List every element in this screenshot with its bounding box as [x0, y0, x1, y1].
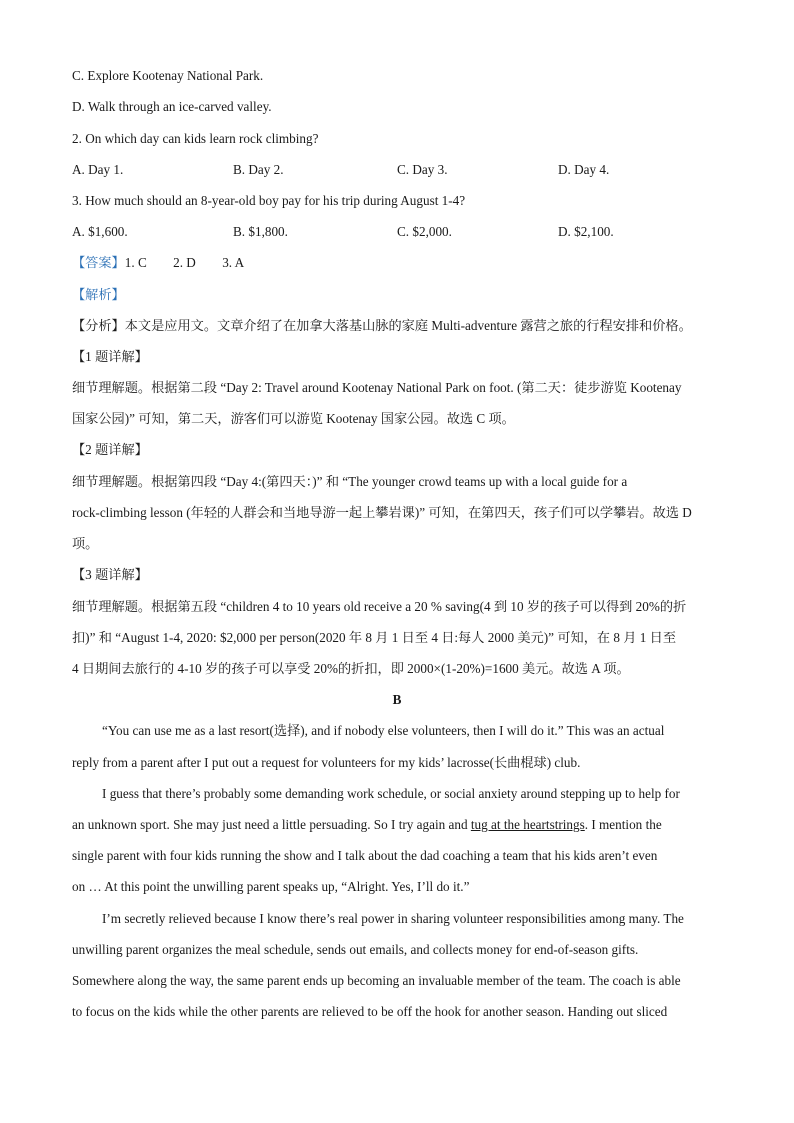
detail-2-heading: 【2 题详解】: [72, 442, 148, 457]
detail-2-line-2: rock-climbing lesson (年轻的人群会和当地导游一起上攀岩课)” 可知，在第四天，孩子们可以学攀岩。故选 D: [72, 505, 692, 520]
passage-p3-line-1: I’m secretly relieved because I know there’s real power in sharing volunteer responsibilities among many. The: [102, 911, 684, 926]
q2-option-c: C. Day 3.: [397, 162, 448, 177]
q3-option-b: B. $1,800.: [233, 224, 288, 239]
detail-3-heading: 【3 题详解】: [72, 567, 148, 582]
answer-line: [72, 254, 244, 272]
section-b-title: B: [392, 692, 402, 707]
detail-2-line-3: 项。: [72, 536, 99, 551]
detail-3-line-2: 扣)” 和 “August 1-4, 2020: $2,000 per person(2020 年 8 月 1 日至 4 日:每人 2000 美元)” 可知，在 8 月 1 日至: [72, 630, 677, 645]
q2-option-d: D. Day 4.: [558, 162, 610, 177]
passage-p1-line-1: “You can use me as a last resort(选择), and if nobody else volunteers, then I will do it.” This was an actual: [102, 723, 665, 738]
answer-text: 1. C 2. D 3. A: [124, 255, 245, 270]
p2-line-2-pre: an unknown sport. She may just need a little persuading. So I try again and: [72, 817, 471, 832]
q1-option-d: D. Walk through an ice-carved valley.: [72, 99, 272, 114]
detail-3-line-3: 4 日期间去旅行的 4-10 岁的孩子可以享受 20%的折扣，即 2000×(1-20%)=1600 美元。故选 A 项。: [72, 661, 630, 676]
detail-1-heading: 【1 题详解】: [72, 349, 148, 364]
passage-p3-line-3: Somewhere along the way, the same parent ends up becoming an invaluable member of the team. The coach is able: [72, 973, 681, 988]
q3-option-a: A. $1,600.: [72, 224, 128, 239]
q3-stem: 3. How much should an 8-year-old boy pay for his trip during August 1-4?: [72, 193, 466, 208]
underlined-phrase: tug at the heartstrings: [470, 817, 585, 832]
passage-p2-line-3: single parent with four kids running the show and I talk about the dad coaching a team that his kids aren’t even: [72, 848, 658, 863]
p2-line-2-post: . I mention the: [584, 817, 662, 832]
answer-label: 【答案】: [72, 255, 125, 270]
q2-option-a: A. Day 1.: [72, 162, 124, 177]
q3-option-d: D. $2,100.: [558, 224, 614, 239]
passage-p2-line-2: [72, 816, 662, 834]
passage-p2-line-4: on … At this point the unwilling parent speaks up, “Alright. Yes, I’ll do it.”: [72, 879, 470, 894]
q2-option-b: B. Day 2.: [233, 162, 284, 177]
passage-p3-line-4: to focus on the kids while the other parents are relieved to be off the hook for another season. Handing out sliced: [72, 1004, 668, 1019]
q3-option-c: C. $2,000.: [397, 224, 452, 239]
q2-stem: 2. On which day can kids learn rock climbing?: [72, 131, 319, 146]
passage-p1-line-2: reply from a parent after I put out a request for volunteers for my kids’ lacrosse(长曲棍球) club.: [72, 755, 581, 770]
passage-p2-line-1: I guess that there’s probably some demanding work schedule, or social anxiety around stepping up to help for: [102, 786, 680, 801]
q1-option-c: C. Explore Kootenay National Park.: [72, 68, 264, 83]
analysis-line: 【分析】本文是应用文。文章介绍了在加拿大落基山脉的家庭 Multi-adventure 露营之旅的行程安排和价格。: [72, 318, 692, 333]
jiexi-heading: 【解析】: [72, 287, 125, 302]
passage-p3-line-2: unwilling parent organizes the meal schedule, sends out emails, and collects money for end-of-season gifts.: [72, 942, 639, 957]
detail-1-line-1: 细节理解题。根据第二段 “Day 2: Travel around Kootenay National Park on foot. (第二天：徒步游览 Kootenay: [72, 380, 682, 395]
detail-1-line-2: 国家公园)” 可知，第二天，游客们可以游览 Kootenay 国家公园。故选 C 项。: [72, 411, 515, 426]
detail-3-line-1: 细节理解题。根据第五段 “children 4 to 10 years old receive a 20 % saving(4 到 10 岁的孩子可以得到 20%的折: [72, 599, 687, 614]
detail-2-line-1: 细节理解题。根据第四段 “Day 4:(第四天：)” 和 “The younger crowd teams up with a local guide for a: [72, 474, 628, 489]
